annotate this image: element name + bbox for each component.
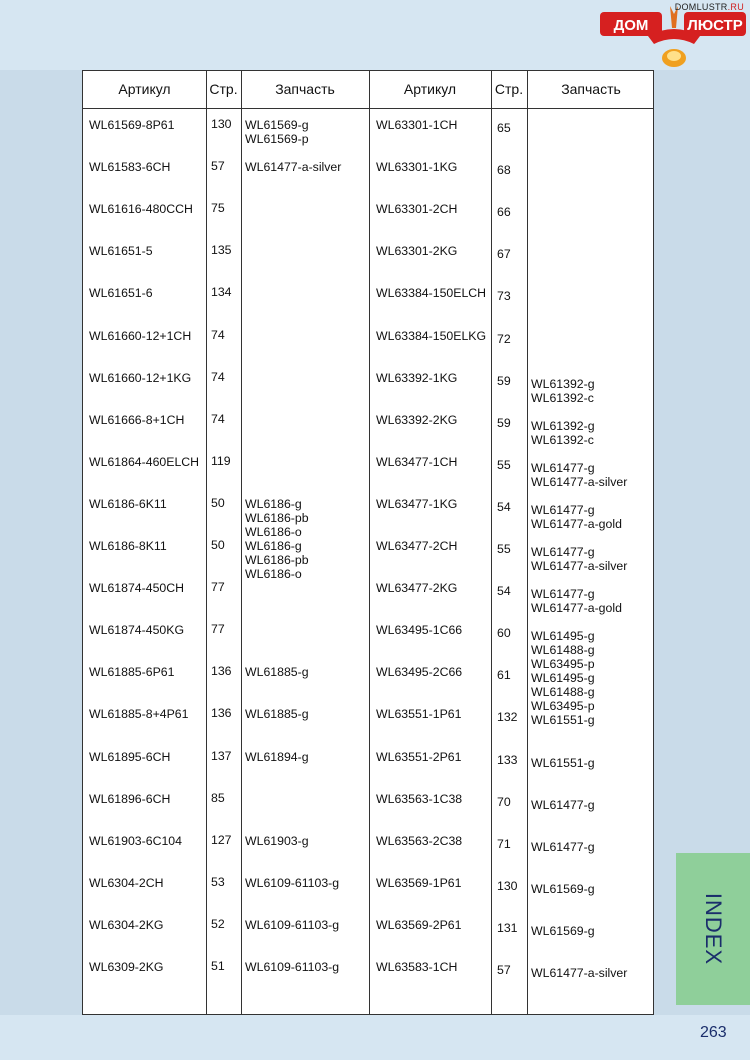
page-ref-cell: 65 [497, 121, 511, 135]
article-cell: WL63477-1CH [376, 454, 458, 469]
page-ref-cell: 127 [211, 832, 232, 847]
column-divider [527, 71, 528, 1014]
article-cell: WL63384-150ELKG [376, 328, 487, 343]
page-ref-cell: 71 [497, 836, 511, 851]
article-cell: WL61651-5 [89, 244, 153, 259]
spare-part-cell: WL61885-g [245, 707, 309, 722]
page-ref-cell: 59 [497, 415, 511, 430]
page-ref-cell: 60 [497, 626, 511, 641]
index-tab[interactable] [676, 853, 750, 1005]
page-ref-cell: 131 [497, 920, 518, 935]
article-cell: WL61651-6 [89, 286, 153, 301]
article-cell: WL63569-1P61 [376, 875, 462, 890]
spare-part-cell: WL61495-g WL61488-g WL63495-p [531, 671, 595, 714]
article-cell: WL6186-8K11 [89, 539, 167, 553]
article-cell: WL61569-8P61 [89, 118, 175, 132]
page-ref-cell: 77 [211, 580, 225, 595]
spare-part-cell: WL61551-g [531, 713, 595, 728]
page-ref-cell: 50 [211, 538, 225, 552]
page-ref-cell: 134 [211, 285, 232, 300]
article-cell: WL61583-6CH [89, 160, 171, 175]
article-cell: WL61666-8+1CH [89, 412, 185, 427]
page-ref-cell: 77 [211, 622, 225, 637]
spare-part-cell: WL61894-g [245, 749, 309, 764]
article-cell: WL63495-2C66 [376, 665, 463, 680]
spare-part-cell: WL6109-61103-g [245, 875, 340, 890]
page-ref-cell: 74 [211, 411, 225, 426]
page-ref-cell: 74 [211, 369, 225, 384]
page-ref-cell: 50 [211, 495, 225, 510]
page-ref-cell: 54 [497, 499, 511, 514]
article-cell: WL6304-2KG [89, 917, 164, 932]
article-cell: WL61885-8+4P61 [89, 707, 189, 722]
page-ref-cell: 54 [497, 584, 511, 599]
page-number: 263 [700, 1024, 727, 1041]
header-page-2: Стр. [494, 81, 524, 97]
page-ref-cell: 73 [497, 289, 511, 304]
article-cell: WL63551-1P61 [376, 707, 462, 722]
article-cell: WL61896-6CH [89, 791, 171, 806]
column-divider [369, 71, 370, 1014]
article-cell: WL63563-1C38 [376, 791, 463, 806]
header-article-2: Артикул [403, 81, 457, 97]
article-cell: WL63384-150ELCH [376, 286, 487, 301]
page-ref-cell: 133 [497, 752, 518, 767]
page-ref-cell: 119 [211, 453, 231, 468]
page-ref-cell: 130 [211, 117, 232, 131]
page-ref-cell: 75 [211, 201, 225, 216]
article-cell: WL63551-2P61 [376, 749, 462, 764]
article-cell: WL61874-450KG [89, 623, 185, 638]
spare-part-cell: WL61569-g [531, 881, 595, 896]
article-cell: WL61660-12+1KG [89, 370, 192, 385]
article-cell: WL63477-2KG [376, 581, 458, 596]
spare-part-cell: WL61477-g WL61477-a-silver [531, 460, 628, 489]
page-ref-cell: 74 [211, 327, 225, 342]
page-ref-cell: 132 [497, 710, 518, 725]
spare-part-cell: WL61569-g [531, 923, 595, 938]
column-divider [206, 71, 207, 1014]
article-cell: WL61895-6CH [89, 749, 171, 764]
page-ref-cell: 53 [211, 874, 225, 889]
article-cell: WL63301-1KG [376, 160, 458, 175]
spare-part-cell: WL61392-g WL61392-c [531, 376, 595, 405]
page-ref-cell: 51 [211, 959, 225, 973]
spare-part-cell: WL61477-g [531, 839, 595, 854]
article-cell: WL6186-6K11 [89, 496, 167, 511]
page-ref-cell: 130 [497, 878, 518, 893]
page-ref-cell: 72 [497, 331, 511, 346]
spare-part-cell: WL61477-a-silver [531, 966, 628, 980]
index-table [82, 70, 654, 1015]
page-ref-cell: 70 [497, 794, 511, 809]
header-part-2: Запчасть [561, 81, 621, 97]
index-tab-label: INDEX [701, 892, 726, 966]
article-cell: WL63301-1CH [376, 118, 458, 132]
article-cell: WL63301-2CH [376, 202, 458, 217]
page-ref-cell: 135 [211, 243, 232, 258]
spare-part-cell: WL61551-g [531, 755, 595, 770]
page-ref-cell: 55 [497, 457, 511, 472]
article-cell: WL61616-480CCH [89, 202, 193, 217]
article-cell: WL61874-450CH [89, 581, 185, 596]
page-ref-cell: 66 [497, 205, 511, 220]
article-cell: WL6304-2CH [89, 875, 164, 890]
page-ref-cell: 61 [497, 668, 511, 683]
article-cell: WL61660-12+1CH [89, 328, 192, 343]
header-part-1: Запчасть [275, 81, 335, 97]
spare-part-cell: WL61477-g WL61477-a-gold [531, 502, 622, 531]
page-ref-cell: 85 [211, 790, 225, 805]
article-cell: WL6309-2KG [89, 960, 164, 974]
article-cell: WL63477-1KG [376, 496, 458, 511]
page-ref-cell: 55 [497, 542, 511, 556]
article-cell: WL61903-6C104 [89, 833, 182, 848]
article-cell: WL63495-1C66 [376, 623, 463, 638]
logo-word-dom: ДОМ [613, 17, 649, 34]
article-cell: WL63569-2P61 [376, 917, 462, 932]
logo-word-lustr: ЛЮСТР [687, 17, 743, 34]
spare-part-cell: WL6186-g WL6186-pb WL6186-o [245, 496, 309, 539]
header-page-1: Стр. [209, 81, 238, 97]
spare-part-cell: WL6186-g WL6186-pb WL6186-o [245, 539, 309, 581]
article-cell: WL63301-2KG [376, 244, 458, 259]
spare-part-cell: WL6109-61103-g [245, 960, 340, 974]
article-cell: WL63477-2CH [376, 539, 458, 553]
page-ref-cell: 137 [211, 748, 232, 763]
bottom-band [0, 1015, 750, 1060]
spare-part-cell: WL61495-g WL61488-g WL63495-p [531, 629, 595, 672]
spare-part-cell: WL61477-g WL61477-a-silver [531, 545, 628, 573]
spare-part-cell: WL61569-g WL61569-p [245, 118, 309, 146]
brand-logo[interactable] [596, 0, 750, 74]
spare-part-cell: WL6109-61103-g [245, 917, 340, 932]
column-divider [241, 71, 242, 1014]
spare-part-cell: WL61885-g [245, 665, 309, 680]
article-cell: WL61864-460ELCH [89, 454, 200, 469]
spare-part-cell: WL61903-g [245, 833, 309, 848]
article-cell: WL63392-1KG [376, 370, 458, 385]
spare-part-cell: WL61477-a-silver [245, 160, 342, 175]
page-ref-cell: 136 [211, 706, 232, 721]
article-cell: WL61885-6P61 [89, 665, 175, 680]
page-ref-cell: 67 [497, 247, 511, 262]
page-ref-cell: 136 [211, 664, 232, 679]
header-divider [83, 108, 653, 109]
header-article-1: Артикул [118, 81, 171, 97]
page-ref-cell: 68 [497, 163, 511, 178]
article-cell: WL63583-1CH [376, 960, 458, 974]
article-cell: WL63392-2KG [376, 412, 458, 427]
spare-part-cell: WL61477-g WL61477-a-gold [531, 587, 622, 616]
page-ref-cell: 57 [211, 159, 225, 174]
page-ref-cell: 57 [497, 963, 511, 977]
page-ref-cell: 52 [211, 916, 225, 931]
site-url: DOMLUSTR.RU [674, 2, 744, 12]
spare-part-cell: WL61477-g [531, 797, 595, 812]
page-ref-cell: 59 [497, 373, 511, 388]
article-cell: WL63563-2C38 [376, 833, 463, 848]
column-divider [491, 71, 492, 1014]
spare-part-cell: WL61392-g WL61392-c [531, 418, 595, 447]
